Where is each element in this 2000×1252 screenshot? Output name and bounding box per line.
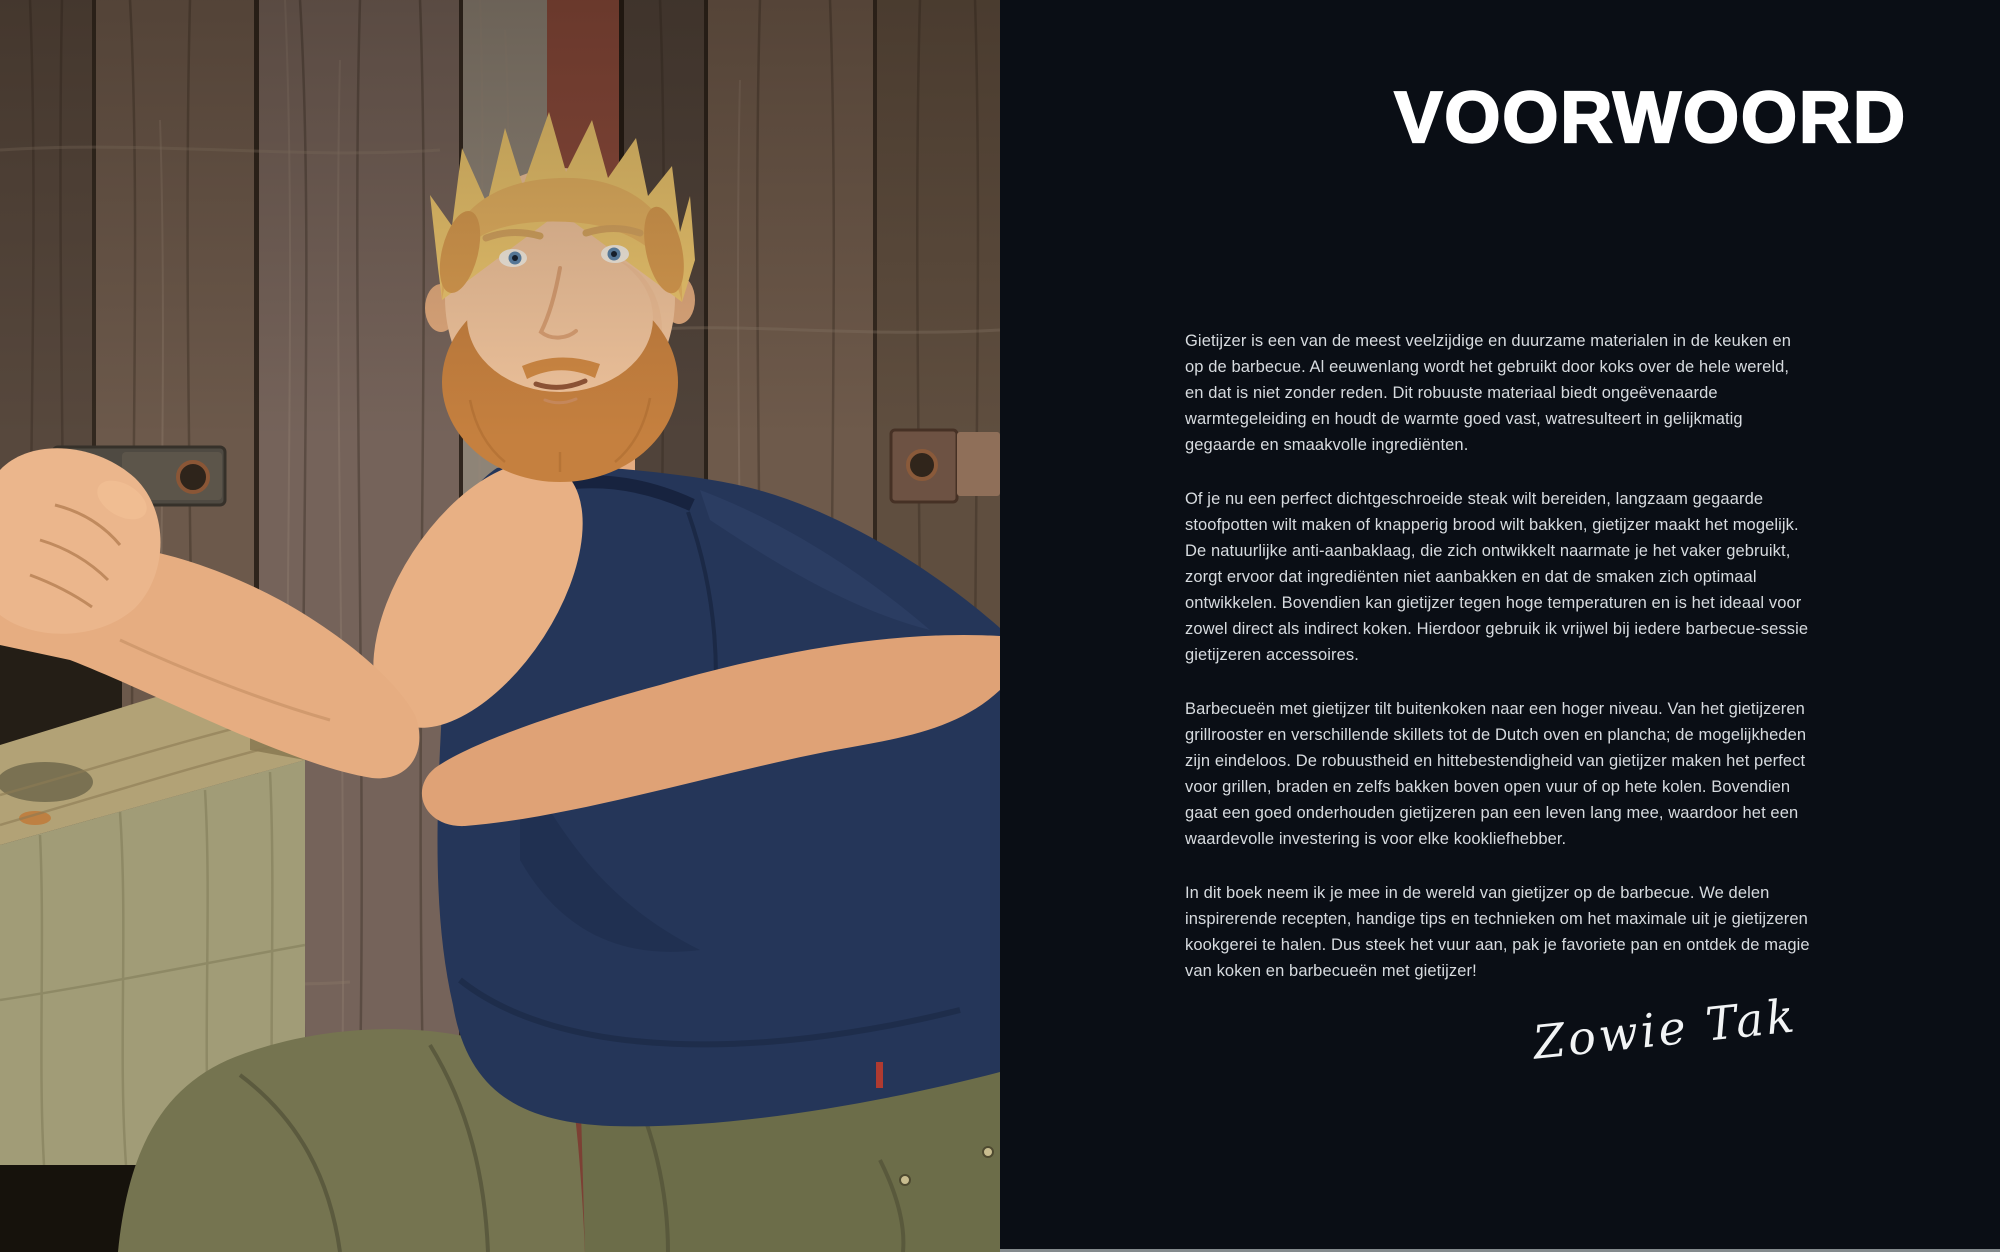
- foreword-paragraph-2: Of je nu een perfect dichtgeschroeide steak wilt bereiden, langzaam gegaarde stoofpotten wilt maken of knapperig brood wilt bakken, gietijzer maakt het mogelijk. De natuurlijke anti-aanbaklaag, die zich ontwikkelt naarmate je het vaker gebruikt, zorgt ervoor dat ingrediënten niet aanbakken en dat de smaken zich optimaal ontwikkelen. Bovendien kan gietijzer tegen hoge temperaturen en is het ideaal voor zowel direct als indirect koken. Hierdoor gebruik ik vrijwel bij iedere barbecue-sessie gietijzeren accessoires.: [1185, 490, 1809, 664]
- author-signature: Zowie Tak: [1530, 988, 1800, 1070]
- foreword-text: [1185, 328, 1810, 1012]
- page-title: VOORWOORD: [1394, 78, 1907, 158]
- foreword-paragraph-4: In dit boek neem ik je mee in de wereld van gietijzer op de barbecue. We delen inspirerende recepten, handige tips en technieken om het maximale uit je gietijzeren kookgerei te halen. Dus steek het vuur aan, pak je favoriete pan en ontdek de magie van koken en barbecueën met gietijzer!: [1185, 884, 1810, 980]
- foreword-paragraph-3: Barbecueën met gietijzer tilt buitenkoken naar een hoger niveau. Van het gietijzeren grillrooster en verschillende skillets tot de Dutch oven en plancha; de mogelijkheden zijn eindeloos. De robuustheid en hittebestendigheid van gietijzer maken het perfect voor grillen, braden en zelfs bakken boven open vuur of op hete kolen. Bovendien gaat een goed onderhouden gietijzeren pan een leven lang mee, waardoor het een waardevolle investering is voor elke kookliefhebber.: [1185, 700, 1807, 848]
- foreword-paragraph-1: Gietijzer is een van de meest veelzijdige en duurzame materialen in de keuken en op de barbecue. Al eeuwenlang wordt het gebruikt door koks over de hele wereld, en dat is niet zonder reden. Dit robuuste materiaal biedt ongeëvenaarde warmtegeleiding en houdt de warmte goed vast, watresulteert in gelijkmatig gegaarde en smaakvolle ingrediënten.: [1185, 332, 1792, 454]
- foreword-page: [1000, 0, 2000, 1252]
